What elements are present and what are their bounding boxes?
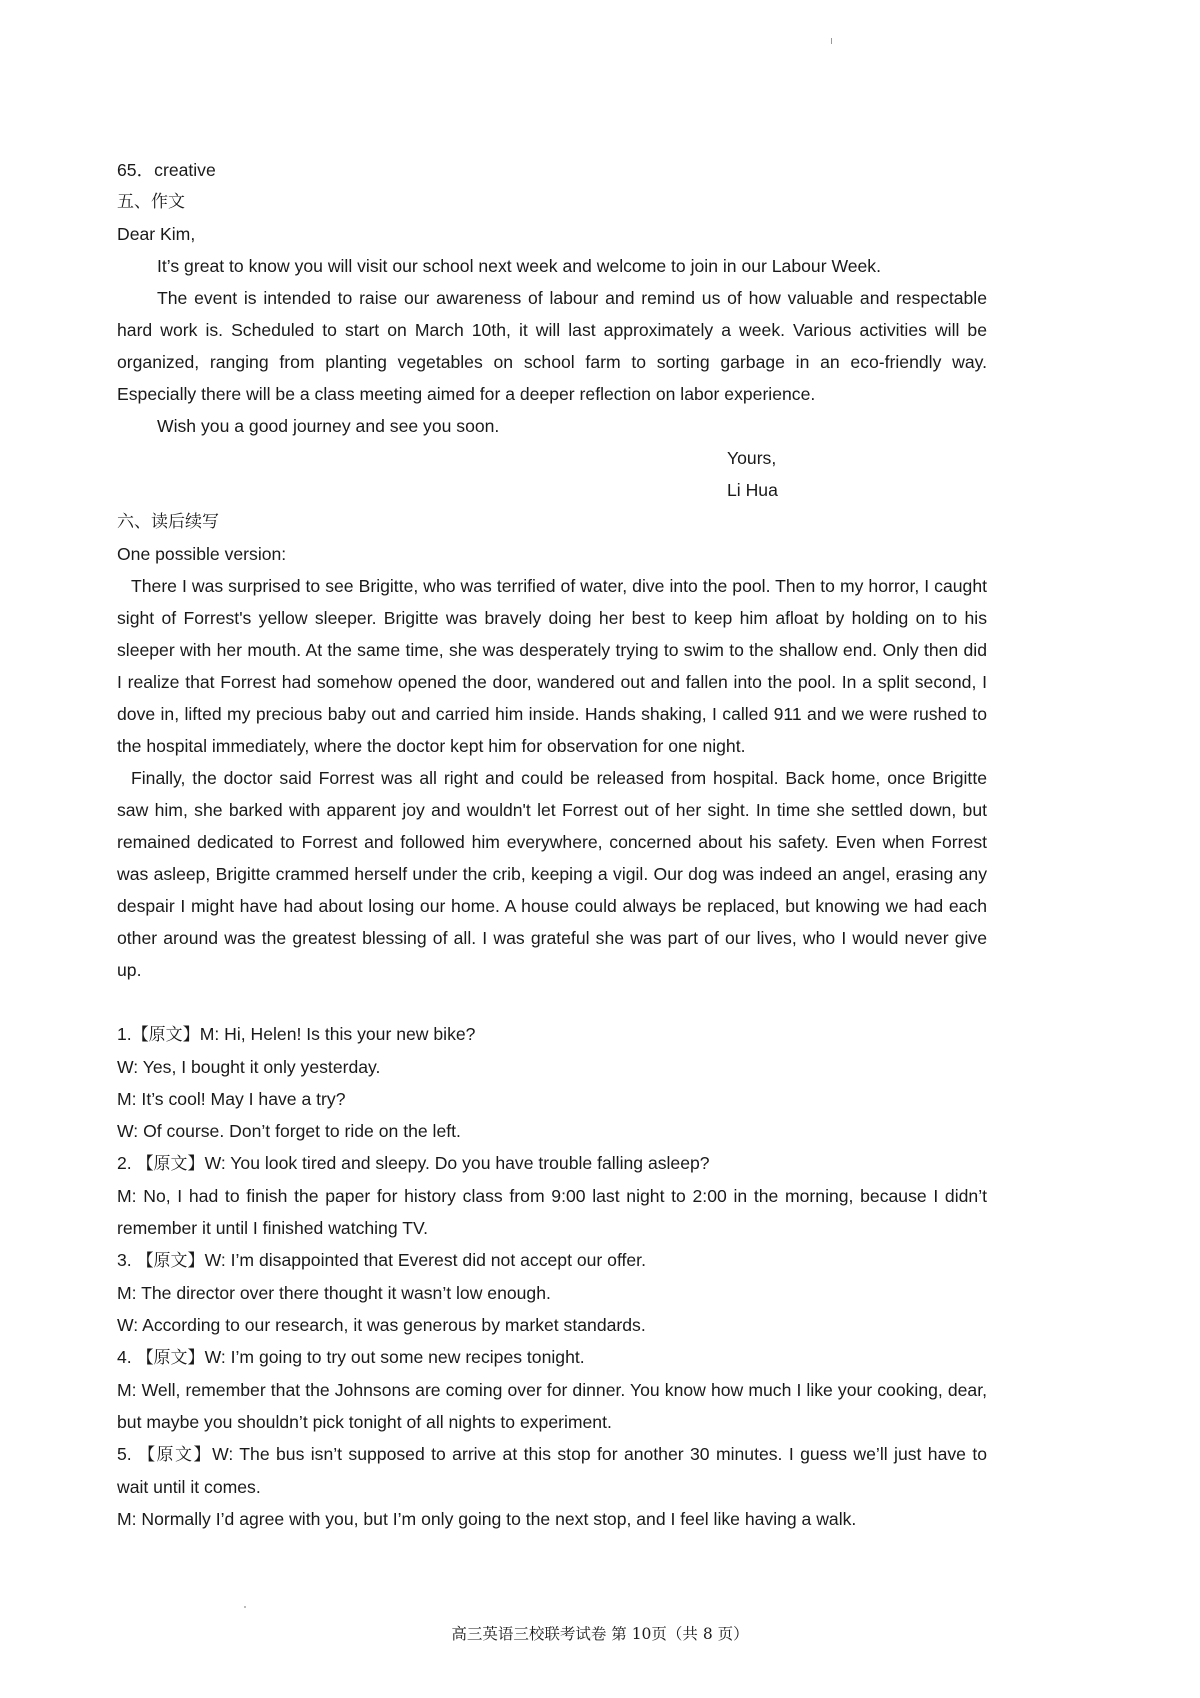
stray-dot-mark	[244, 1606, 246, 1608]
transcript-first-line	[117, 1018, 987, 1051]
transcript-first-line	[117, 1147, 987, 1180]
document-body	[117, 154, 987, 1535]
transcript-line: W: Of course. Don’t forget to ride on the left.	[117, 1121, 461, 1141]
transcript-number: 3.	[117, 1250, 137, 1270]
letter-paragraph-3: Wish you a good journey and see you soon.	[157, 416, 500, 436]
section-gap	[117, 986, 987, 1018]
letter-paragraph-2: The event is intended to raise our awareness of labour and remind us of how valuable and respectable hard work is. Scheduled to start on March 10th, it will last approximately a week. Various activities will be organized, ranging from planting vegetables on school farm to sorting garbage in an eco-friendly way. Especially there will be a class meeting aimed for a deeper reflection on labor experience.	[117, 288, 987, 404]
transcript-line: M: Well, remember that the Johnsons are coming over for dinner. You know how much I like your cooking, dear, but maybe you shouldn’t pick tonight of all nights to experiment.	[117, 1380, 987, 1432]
transcript-text: W: I’m disappointed that Everest did not accept our offer.	[204, 1250, 646, 1270]
transcript-text: W: You look tired and sleepy. Do you have trouble falling asleep?	[204, 1153, 710, 1173]
transcript-line: W: According to our research, it was generous by market standards.	[117, 1315, 646, 1335]
transcript-4	[117, 1341, 987, 1438]
section-6-title: 六、读后续写	[117, 512, 219, 532]
transcript-first-line	[117, 1438, 987, 1503]
transcript-first-line	[117, 1244, 987, 1277]
transcript-line: M: No, I had to finish the paper for history class from 9:00 last night to 2:00 in the morning, because I didn’t remember it until I finished watching TV.	[117, 1186, 987, 1238]
page-footer: 高三英语三校联考试卷 第 10页（共 8 页）	[451, 1625, 749, 1643]
letter-greeting: Dear Kim,	[117, 224, 196, 244]
continuation-paragraph-1: There I was surprised to see Brigitte, who was terrified of water, dive into the pool. Then to my horror, I caught sight of Forrest's yellow sleeper. Brigitte was bravely doing her best to keep him afloat by holding on to his sleeper with her mouth. At the same time, she was desperately trying to swim to the shallow end. Only then did I realize that Forrest had somehow opened the door, wandered out and fallen into the pool. In a split second, I dove in, lifted my precious baby out and carried him inside. Hands shaking, I called 911 and we were rushed to the hospital immediately, where the doctor kept him for observation for one night.	[117, 576, 987, 756]
transcript-text: W: I’m going to try out some new recipes tonight.	[204, 1347, 585, 1367]
transcript-number: 4.	[117, 1347, 137, 1367]
transcript-tag: 【原文】	[136, 1154, 205, 1174]
transcript-line: M: It’s cool! May I have a try?	[117, 1089, 346, 1109]
letter-signature: Li Hua	[727, 480, 778, 500]
transcript-text: W: The bus isn’t supposed to arrive at this stop for another 30 minutes. I guess we’ll just have to wait until it comes.	[117, 1444, 988, 1497]
transcript-first-line	[117, 1341, 987, 1374]
letter-paragraph-1: It’s great to know you will visit our school next week and welcome to join in our Labour Week.	[157, 256, 881, 276]
top-tick-mark	[831, 38, 832, 44]
continuation-intro: One possible version:	[117, 544, 287, 564]
transcript-number: 2.	[117, 1153, 137, 1173]
transcript-tag: 【原文】	[138, 1445, 213, 1465]
transcript-tag: 【原文】	[131, 1025, 200, 1045]
transcript-2	[117, 1147, 987, 1244]
transcript-tag: 【原文】	[136, 1348, 205, 1368]
transcript-line: M: Normally I’d agree with you, but I’m only going to the next stop, and I feel like having a walk.	[117, 1509, 857, 1529]
transcript-line: W: Yes, I bought it only yesterday.	[117, 1057, 381, 1077]
section-5-title: 五、作文	[117, 192, 185, 212]
answer-65: 65．creative	[117, 160, 216, 180]
transcript-tag: 【原文】	[136, 1251, 205, 1271]
transcript-3	[117, 1244, 987, 1341]
transcript-1	[117, 1018, 987, 1147]
transcript-line: M: The director over there thought it wasn’t low enough.	[117, 1283, 551, 1303]
transcript-number: 5.	[117, 1444, 139, 1464]
transcript-text: M: Hi, Helen! Is this your new bike?	[199, 1024, 476, 1044]
letter-closing: Yours,	[727, 448, 777, 468]
transcript-number: 1.	[117, 1024, 132, 1044]
continuation-paragraph-2: Finally, the doctor said Forrest was all right and could be released from hospital. Back home, once Brigitte saw him, she barked with apparent joy and wouldn't let Forrest out of her sight. In time she settled down, but remained dedicated to Forrest and followed him everywhere, concerned about his safety. Even when Forrest was asleep, Brigitte crammed herself under the crib, keeping a vigil. Our dog was indeed an angel, erasing any despair I might have had about losing our home. A house could always be replaced, but knowing we had each other around was the greatest blessing of all. I was grateful she was part of our lives, who I would never give up.	[117, 768, 987, 980]
transcript-5	[117, 1438, 987, 1535]
